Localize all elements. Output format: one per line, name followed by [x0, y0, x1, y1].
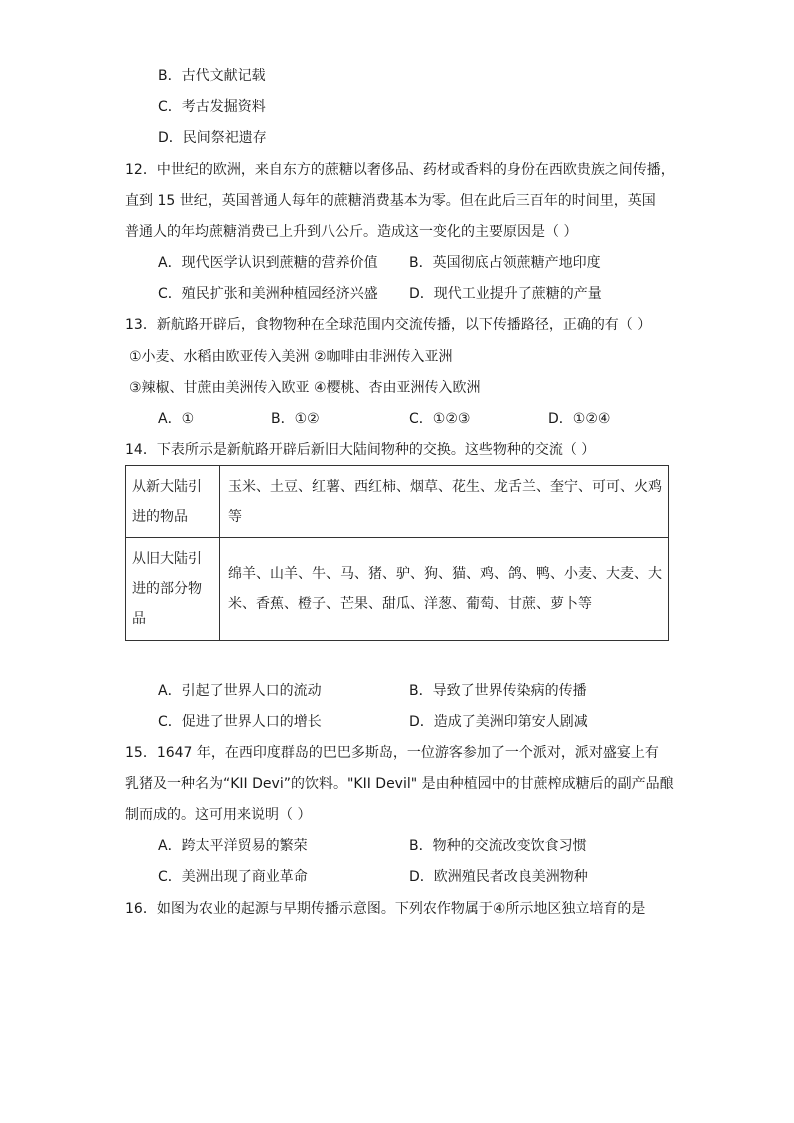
q12-stem-line3: 普通人的年均蔗糖消费已上升到八公斤。造成这一变化的主要原因是（ ）	[125, 224, 578, 240]
q12-stem-line1: 12．中世纪的欧洲，来自东方的蔗糖以奢侈品、药材或香料的身份在西欧贵族之间传播，	[125, 162, 675, 178]
q13-option-a: A．①	[158, 411, 195, 427]
q14-option-b: B．导致了世界传染病的传播	[409, 683, 587, 699]
q15-option-a: A．跨太平洋贸易的繁荣	[158, 838, 308, 854]
q13-option-b: B．①②	[271, 411, 320, 427]
species-exchange-table	[125, 465, 669, 641]
q12-option-a: A．现代医学认识到蔗糖的营养价值	[158, 255, 378, 271]
q13-items-line1: ①小麦、水稻由欧亚传入美洲 ②咖啡由非洲传入亚洲	[129, 349, 453, 365]
q15-stem-line2: 乳猪及一种名为“KII Devi”的饮料。"KII Devil" 是由种植园中的甘蔗榨成糖后的副产品酿	[125, 776, 674, 792]
table-cell: 玉米、土豆、红薯、西红柿、烟草、花生、龙舌兰、奎宁、可可、火鸡 等	[220, 466, 669, 538]
q15-option-d: D．欧洲殖民者改良美洲物种	[409, 869, 588, 885]
q13-stem: 13．新航路开辟后，食物物种在全球范围内交流传播，以下传播路径，正确的有（ ）	[125, 317, 652, 333]
q11-option-d: D．民间祭祀遗存	[158, 130, 267, 146]
q11-option-c: C．考古发掘资料	[158, 99, 266, 115]
q12-stem-line2: 直到 15 世纪，英国普通人每年的蔗糖消费基本为零。但在此后三百年的时间里，英国	[125, 193, 656, 209]
q15-stem-line1: 15．1647 年，在西印度群岛的巴巴多斯岛，一位游客参加了一个派对，派对盛宴上有	[125, 745, 659, 761]
q12-option-b: B．英国彻底占领蔗糖产地印度	[409, 255, 601, 271]
q11-option-b: B．古代文献记载	[158, 68, 266, 84]
q13-option-d: D．①②④	[548, 411, 611, 427]
table-row	[126, 466, 669, 538]
q12-option-c: C．殖民扩张和美洲种植园经济兴盛	[158, 286, 378, 302]
q14-stem: 14．下表所示是新航路开辟后新旧大陆间物种的交换。这些物种的交流（ ）	[125, 442, 596, 458]
table-row-header: 从旧大陆引 进的部分物 品	[126, 538, 220, 641]
q14-option-c: C．促进了世界人口的增长	[158, 714, 322, 730]
q14-option-d: D．造成了美洲印第安人剧减	[409, 714, 588, 730]
q15-stem-line3: 制而成的。这可用来说明（ ）	[125, 807, 312, 823]
table-row-header: 从新大陆引 进的物品	[126, 466, 220, 538]
q12-option-d: D．现代工业提升了蔗糖的产量	[409, 286, 602, 302]
q14-option-a: A．引起了世界人口的流动	[158, 683, 322, 699]
q13-items-line2: ③辣椒、甘蔗由美洲传入欧亚 ④樱桃、杏由亚洲传入欧洲	[129, 380, 481, 396]
q15-option-c: C．美洲出现了商业革命	[158, 869, 308, 885]
q15-option-b: B．物种的交流改变饮食习惯	[409, 838, 587, 854]
q13-option-c: C．①②③	[409, 411, 471, 427]
table-cell: 绵羊、山羊、牛、马、猪、驴、狗、猫、鸡、鸽、鸭、小麦、大麦、大 米、香蕉、橙子、芒果、甜瓜、洋葱、葡萄、甘蔗、萝卜等	[220, 538, 669, 641]
q16-stem: 16．如图为农业的起源与早期传播示意图。下列农作物属于④所示地区独立培育的是	[125, 901, 646, 917]
table-row	[126, 538, 669, 641]
